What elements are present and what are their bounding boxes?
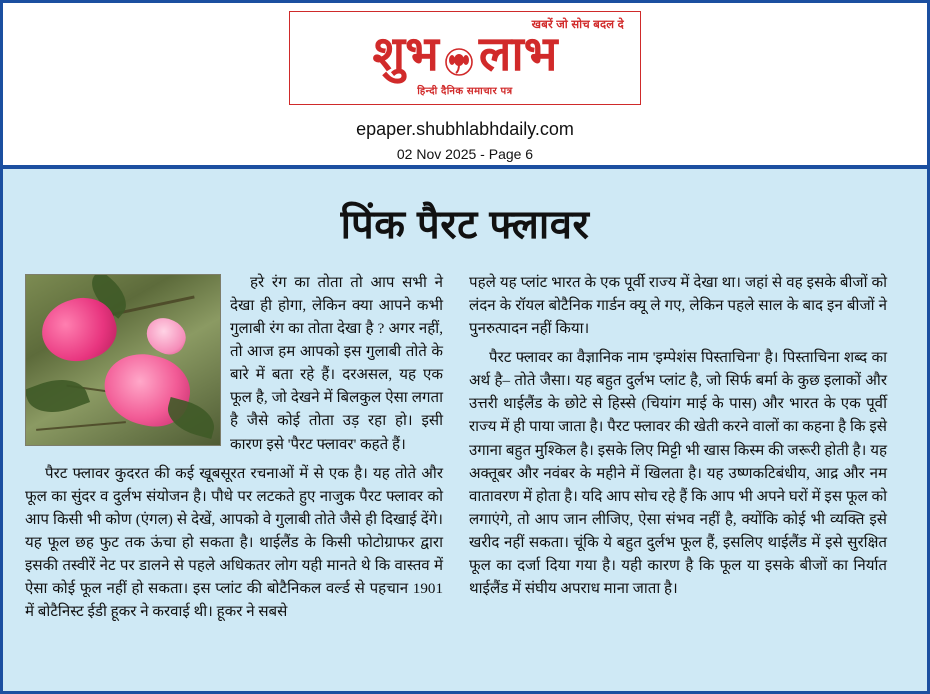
article-column-right (469, 272, 887, 607)
paragraph: पहले यह प्लांट भारत के एक पूर्वी राज्य में देखा था। जहां से वह इसके बीजों को लंदन के रॉयल बोटैनिक गार्डन क्यू ले गए, लेकिन पहले साल के बाद इन बीजों ने पुनरुत्पादन नहीं किया। (469, 275, 887, 338)
ganesh-icon (443, 39, 475, 71)
paragraph: पैरट फ्लावर कुदरत की कई खूबसूरत रचनाओं में से एक है। यह तोते और फूल का सुंदर व दुर्लभ संयोजन है। पौधे पर लटकते हुए नाजुक पैरट फ्लावर को आप किसी भी कोण (एंगल) से देखें, आपको वे गुलाबी तोते जैसे ही दिखाई देंगे। यह फूल छह फुट तक ऊंचा हो सकता है। थाईलैंड के किसी फोटोग्राफर द्वारा इसकी तस्वीरें नेट पर डालने से पहले अधिकतर लोग यही मानते थे कि वास्तव में ऐसा कोई फूल नहीं हो सकता। इस प्लांट की बोटैनिकल वर्ल्ड से पहचान 1901 में बोटैनिस्ट ईडी हूकर ने करवाई थी। हूकर ने सबसे (25, 465, 443, 621)
issue-date-page: 02 Nov 2025 - Page 6 (396, 146, 534, 162)
logo-subtitle: हिन्दी दैनिक समाचार पत्र (417, 86, 513, 97)
article-columns (25, 272, 905, 630)
masthead (3, 3, 927, 165)
paragraph: पैरट फ्लावर का वैज्ञानिक नाम 'इम्पेशंस पिस्ताचिना' है। पिस्ताचिना शब्द का अर्थ है– तोते जैसा। यह बहुत दुर्लभ प्लांट है, जो सिर्फ बर्मा के कुछ इलाकों और उत्तरी थाईलैंड के छोटे से हिस्से (चियांग माई के पास) और भारत के एक पूर्वी राज्य में ही पाया जाता है। पैरट फ्लावर की खेती करने वालों का कहना है कि इसे उगाना बहुत मुश्किल है। इसके लिए मिट्टी भी खास किस्म की जरूरी होती है। यह अक्तूबर और नवंबर के महीने में खिलता है। यह उष्णकटिबंधीय, आद्र और नम वातावरण में होता है। यदि आप सोच रहे हैं कि आप भी अपने घरों में इस फूल को लगाएंगे, तो आप जान लीजिए, ऐसा संभव नहीं है, क्योंकि कोई भी व्यक्ति इसे खरीद नहीं सकता। चूंकि ये बहुत दुर्लभ फूल हैं, इसलिए थाईलैंड में इसे सुरक्षित फूल का दर्जा दिया गया है। यही कारण है कि फूल या इसके बीजों का निर्यात थाईलैंड में संघीय अपराध माना जाता है। (469, 350, 887, 598)
logo-tagline: खबरें जो सोच बदल दे (531, 19, 624, 31)
logo-title-left: शुभ (372, 28, 439, 81)
article-body (3, 169, 927, 694)
article-headline: पिंक पैरट फ्लावर (340, 203, 590, 247)
logo-title (372, 28, 558, 81)
article-column-left (25, 272, 443, 630)
epaper-url: epaper.shubhlabhdaily.com (356, 119, 574, 139)
parrot-flower-photo (25, 274, 221, 446)
paragraph: हरे रंग का तोता तो आप सभी ने देखा ही होगा, लेकिन क्या आपने कभी गुलाबी रंग का तोता देखा है ? अगर नहीं, तो आज हम आपको इस गुलाबी तोते के बारे में बता रहे हैं। दरअसल, यह एक फूल है, जो देखने में बिलकुल ऐसा लगता है जैसे कोई तोता उड़ रहा हो। इसी कारण इसे 'पैरट फ्लावर' कहते हैं। (230, 275, 443, 453)
logo-title-right: लाभ (478, 28, 558, 81)
newspaper-logo (289, 11, 641, 105)
